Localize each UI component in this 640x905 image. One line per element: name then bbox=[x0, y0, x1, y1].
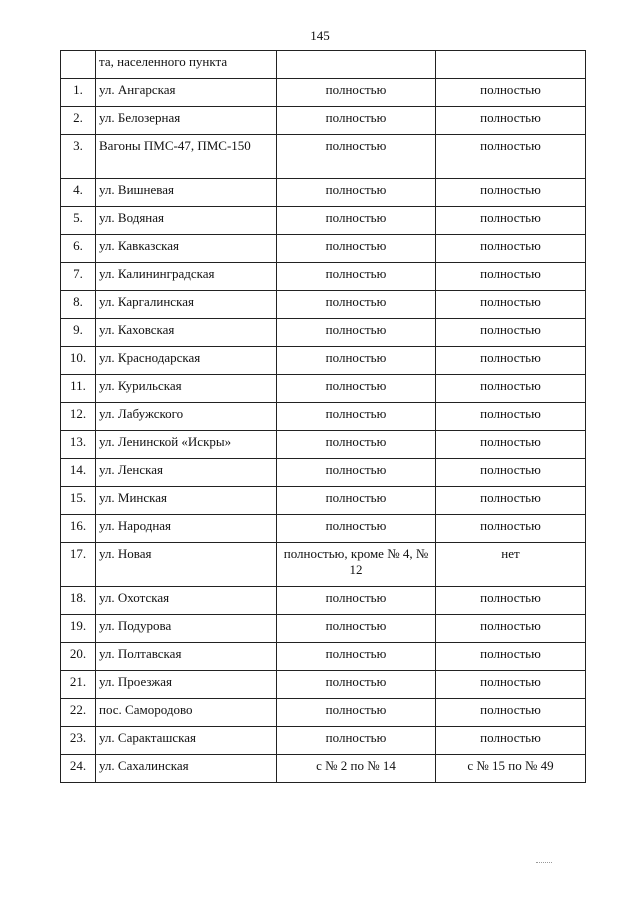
cell-number: 18. bbox=[61, 587, 96, 615]
cell-number: 3. bbox=[61, 135, 96, 179]
cell-street-name: та, населенного пункта bbox=[96, 51, 277, 79]
table-row bbox=[61, 615, 586, 643]
cell-street-name: ул. Водяная bbox=[96, 207, 277, 235]
cell-column-1: полностью bbox=[277, 727, 436, 755]
cell-column-2: полностью bbox=[436, 319, 586, 347]
cell-column-1: полностью bbox=[277, 431, 436, 459]
cell-street-name: ул. Саракташская bbox=[96, 727, 277, 755]
cell-column-2: полностью bbox=[436, 107, 586, 135]
cell-number: 13. bbox=[61, 431, 96, 459]
cell-number: 6. bbox=[61, 235, 96, 263]
cell-street-name: ул. Краснодарская bbox=[96, 347, 277, 375]
table-row bbox=[61, 79, 586, 107]
cell-number: 1. bbox=[61, 79, 96, 107]
cell-street-name: ул. Проезжая bbox=[96, 671, 277, 699]
cell-number: 15. bbox=[61, 487, 96, 515]
cell-column-1: полностью bbox=[277, 643, 436, 671]
cell-column-2: полностью bbox=[436, 459, 586, 487]
cell-column-2: полностью bbox=[436, 79, 586, 107]
cell-street-name: ул. Курильская bbox=[96, 375, 277, 403]
cell-column-1: полностью bbox=[277, 291, 436, 319]
cell-column-2: полностью bbox=[436, 207, 586, 235]
cell-street-name: ул. Ангарская bbox=[96, 79, 277, 107]
cell-column-2: полностью bbox=[436, 431, 586, 459]
cell-column-1: полностью bbox=[277, 235, 436, 263]
cell-column-2: полностью bbox=[436, 727, 586, 755]
cell-column-2: полностью bbox=[436, 179, 586, 207]
cell-number: 17. bbox=[61, 543, 96, 587]
table-row bbox=[61, 755, 586, 783]
cell-number: 20. bbox=[61, 643, 96, 671]
cell-number: 10. bbox=[61, 347, 96, 375]
table-row bbox=[61, 263, 586, 291]
cell-number: 24. bbox=[61, 755, 96, 783]
table-row bbox=[61, 459, 586, 487]
cell-number: 5. bbox=[61, 207, 96, 235]
cell-column-1: полностью bbox=[277, 107, 436, 135]
table-row bbox=[61, 699, 586, 727]
cell-column-1: полностью bbox=[277, 615, 436, 643]
cell-column-1: полностью, кроме № 4, № 12 bbox=[277, 543, 436, 587]
cell-number: 2. bbox=[61, 107, 96, 135]
cell-column-1: с № 2 по № 14 bbox=[277, 755, 436, 783]
cell-column-1: полностью bbox=[277, 587, 436, 615]
cell-street-name: ул. Каргалинская bbox=[96, 291, 277, 319]
cell-column-2: полностью bbox=[436, 291, 586, 319]
cell-column-1: полностью bbox=[277, 487, 436, 515]
cell-column-2: полностью bbox=[436, 347, 586, 375]
table-row bbox=[61, 643, 586, 671]
cell-column-1: полностью bbox=[277, 319, 436, 347]
cell-number: 23. bbox=[61, 727, 96, 755]
cell-street-name: ул. Вишневая bbox=[96, 179, 277, 207]
cell-column-1: полностью bbox=[277, 699, 436, 727]
cell-number: 8. bbox=[61, 291, 96, 319]
table-row bbox=[61, 107, 586, 135]
cell-street-name: ул. Ленинской «Искры» bbox=[96, 431, 277, 459]
table-row bbox=[61, 179, 586, 207]
cell-column-2: полностью bbox=[436, 671, 586, 699]
table-row bbox=[61, 515, 586, 543]
cell-column-2: полностью bbox=[436, 235, 586, 263]
cell-street-name: ул. Белозерная bbox=[96, 107, 277, 135]
streets-table bbox=[60, 50, 586, 783]
page-number: 145 bbox=[310, 28, 330, 43]
cell-column-2: полностью bbox=[436, 515, 586, 543]
cell-street-name: ул. Каховская bbox=[96, 319, 277, 347]
cell-number: 9. bbox=[61, 319, 96, 347]
cell-column-2: полностью bbox=[436, 375, 586, 403]
table-row bbox=[61, 727, 586, 755]
cell-column-2: нет bbox=[436, 543, 586, 587]
cell-street-name: ул. Подурова bbox=[96, 615, 277, 643]
cell-column-2: с № 15 по № 49 bbox=[436, 755, 586, 783]
cell-number: 14. bbox=[61, 459, 96, 487]
table-row bbox=[61, 403, 586, 431]
cell-column-1 bbox=[277, 51, 436, 79]
cell-number: 4. bbox=[61, 179, 96, 207]
cell-column-1: полностью bbox=[277, 79, 436, 107]
table-row bbox=[61, 487, 586, 515]
cell-number bbox=[61, 51, 96, 79]
table-row bbox=[61, 135, 586, 179]
cell-number: 19. bbox=[61, 615, 96, 643]
cell-column-1: полностью bbox=[277, 375, 436, 403]
cell-street-name: пос. Самородово bbox=[96, 699, 277, 727]
cell-column-1: полностью bbox=[277, 671, 436, 699]
table-row bbox=[61, 671, 586, 699]
cell-column-2 bbox=[436, 51, 586, 79]
cell-column-2: полностью bbox=[436, 135, 586, 179]
table-header-continuation-row bbox=[61, 51, 586, 79]
cell-number: 7. bbox=[61, 263, 96, 291]
cell-column-2: полностью bbox=[436, 263, 586, 291]
table-row bbox=[61, 207, 586, 235]
cell-column-2: полностью bbox=[436, 587, 586, 615]
cell-column-1: полностью bbox=[277, 135, 436, 179]
cell-number: 22. bbox=[61, 699, 96, 727]
cell-number: 21. bbox=[61, 671, 96, 699]
cell-column-1: полностью bbox=[277, 263, 436, 291]
cell-column-1: полностью bbox=[277, 207, 436, 235]
cell-street-name: Вагоны ПМС-47, ПМС-150 bbox=[96, 135, 277, 179]
cell-street-name: ул. Полтавская bbox=[96, 643, 277, 671]
cell-street-name: ул. Сахалинская bbox=[96, 755, 277, 783]
table-row bbox=[61, 543, 586, 587]
cell-column-1: полностью bbox=[277, 515, 436, 543]
cell-street-name: ул. Лабужского bbox=[96, 403, 277, 431]
cell-column-2: полностью bbox=[436, 643, 586, 671]
scan-artifact-mark bbox=[536, 862, 552, 865]
cell-street-name: ул. Кавказская bbox=[96, 235, 277, 263]
cell-street-name: ул. Ленская bbox=[96, 459, 277, 487]
cell-number: 11. bbox=[61, 375, 96, 403]
cell-column-1: полностью bbox=[277, 347, 436, 375]
cell-column-1: полностью bbox=[277, 403, 436, 431]
cell-number: 12. bbox=[61, 403, 96, 431]
table-row bbox=[61, 587, 586, 615]
cell-column-2: полностью bbox=[436, 403, 586, 431]
cell-street-name: ул. Минская bbox=[96, 487, 277, 515]
cell-column-1: полностью bbox=[277, 459, 436, 487]
cell-street-name: ул. Народная bbox=[96, 515, 277, 543]
cell-column-2: полностью bbox=[436, 487, 586, 515]
cell-street-name: ул. Охотская bbox=[96, 587, 277, 615]
cell-street-name: ул. Новая bbox=[96, 543, 277, 587]
cell-column-2: полностью bbox=[436, 615, 586, 643]
table-row bbox=[61, 431, 586, 459]
cell-column-2: полностью bbox=[436, 699, 586, 727]
table-row bbox=[61, 347, 586, 375]
table-row bbox=[61, 319, 586, 347]
cell-number: 16. bbox=[61, 515, 96, 543]
table-row bbox=[61, 291, 586, 319]
table-row bbox=[61, 375, 586, 403]
cell-column-1: полностью bbox=[277, 179, 436, 207]
cell-street-name: ул. Калининградская bbox=[96, 263, 277, 291]
table-row bbox=[61, 235, 586, 263]
